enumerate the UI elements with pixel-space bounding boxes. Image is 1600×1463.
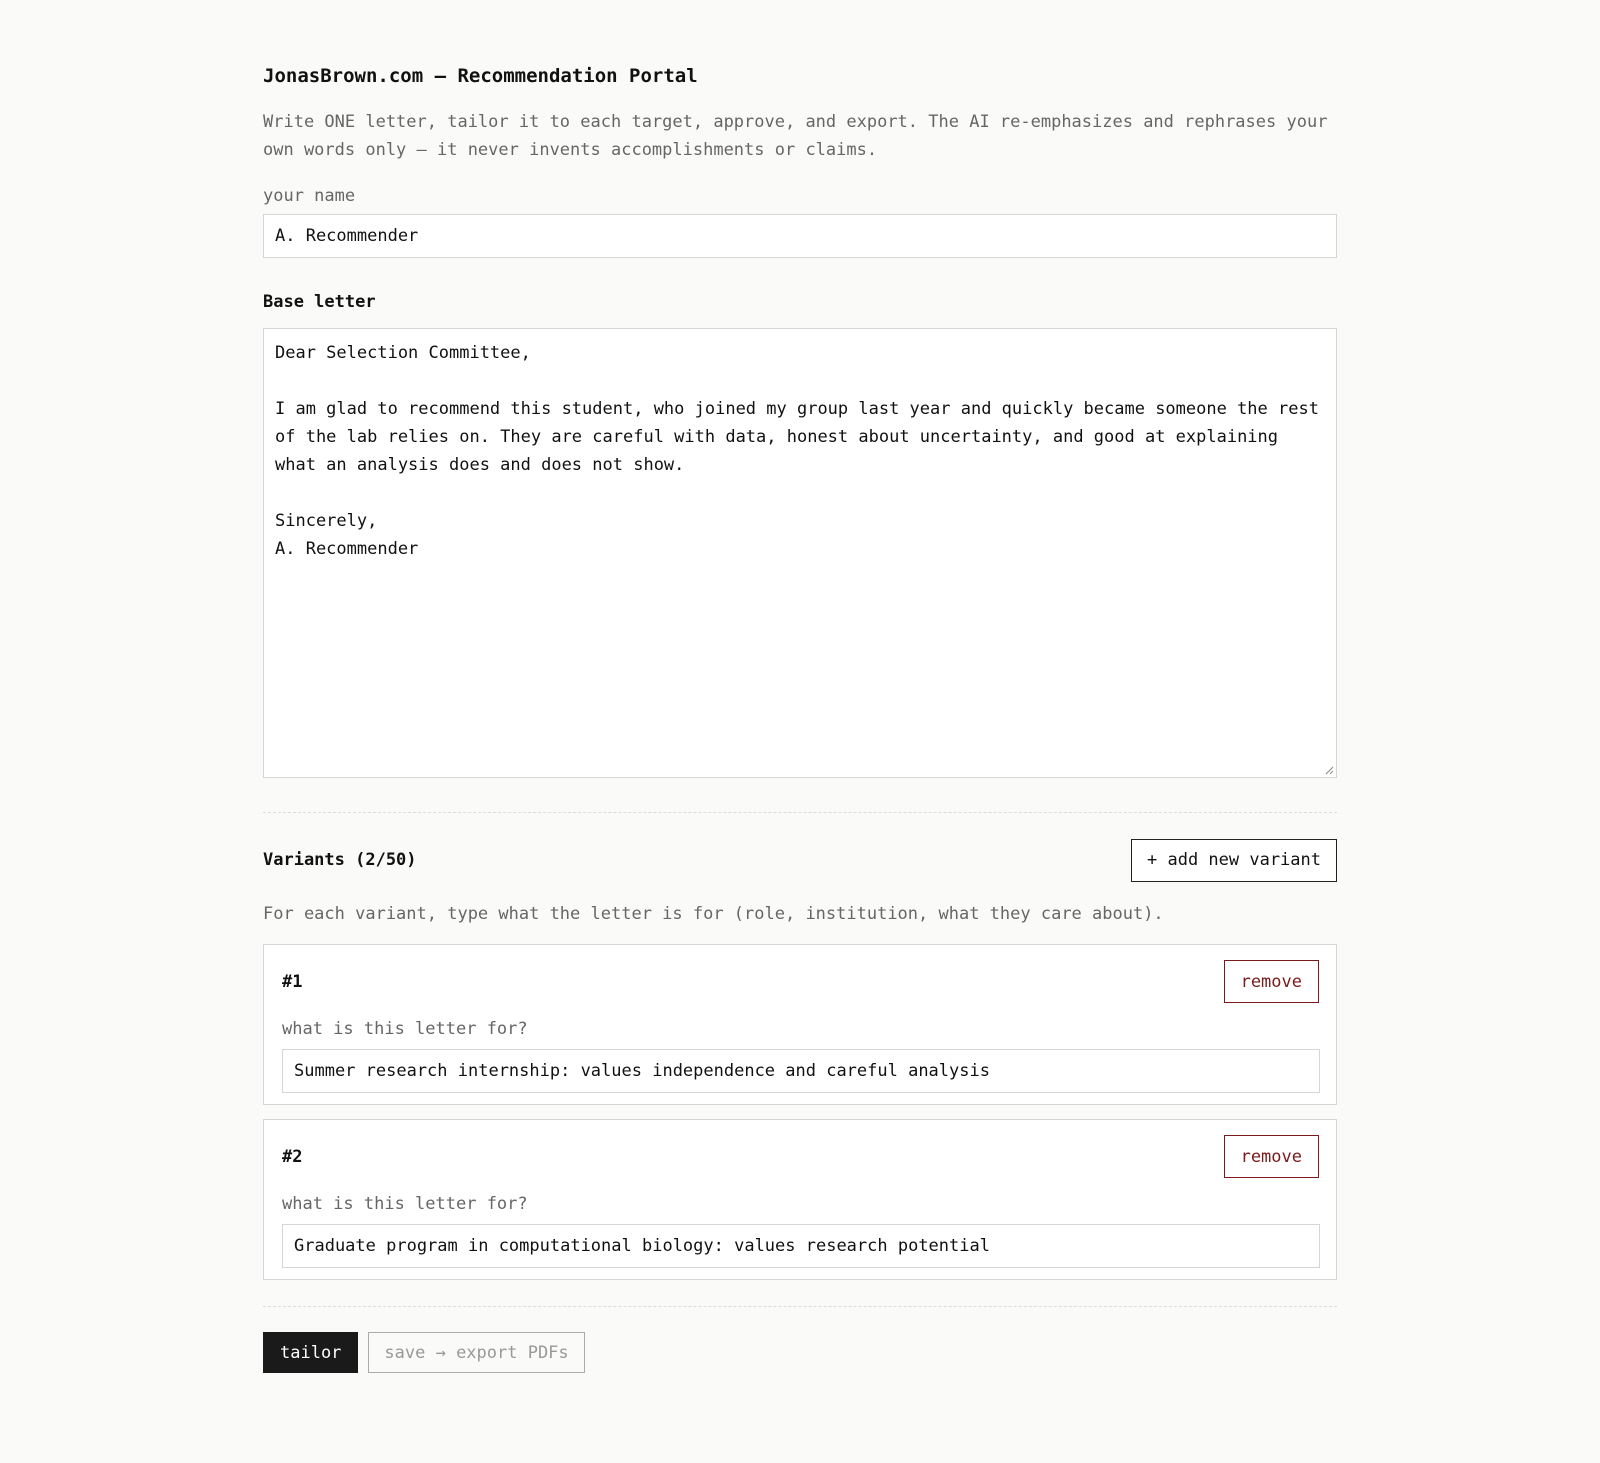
add-variant-button[interactable]: + add new variant: [1131, 839, 1337, 882]
variants-header: [263, 838, 1337, 882]
variants-title: Variants (2/50): [263, 850, 417, 870]
base-letter-text: Dear Selection Committee, I am glad to recommend this student, who joined my group last year and quickly became someone the rest of the lab relies on. They are careful with data, honest about uncertainty, and good at explaining what an analysis does and does not show. Sincerely, A. Recommender: [275, 343, 1319, 559]
variant-number: #1: [282, 971, 303, 992]
variant-purpose-label: what is this letter for?: [282, 1194, 528, 1214]
variant-number: #2: [282, 1146, 303, 1167]
remove-variant-button[interactable]: remove: [1224, 960, 1319, 1003]
variant-card: [263, 944, 1337, 1105]
base-letter-textarea[interactable]: [263, 328, 1337, 778]
export-pdfs-button[interactable]: save → export PDFs: [368, 1332, 584, 1373]
tailor-button[interactable]: tailor: [263, 1332, 358, 1373]
section-divider: [263, 1306, 1337, 1307]
portal-page: [263, 40, 1337, 1373]
variant-purpose-label: what is this letter for?: [282, 1019, 528, 1039]
name-input[interactable]: A. Recommender: [263, 214, 1337, 258]
variant-card-header: [282, 960, 1319, 1003]
resize-grip-icon[interactable]: [1324, 765, 1334, 775]
remove-variant-button[interactable]: remove: [1224, 1135, 1319, 1178]
variant-purpose-input[interactable]: Graduate program in computational biology: values research potential: [282, 1224, 1320, 1268]
variant-card-header: [282, 1135, 1319, 1178]
variant-card: [263, 1119, 1337, 1280]
name-label: your name: [263, 186, 356, 206]
base-letter-heading: Base letter: [263, 292, 376, 312]
action-bar: [263, 1332, 1337, 1373]
intro-text: Write ONE letter, tailor it to each target, approve, and export. The AI re-emphasizes and rephrases your own words only — it never invents accomplishments or claims.: [263, 112, 1328, 160]
section-divider: [263, 812, 1337, 813]
variant-purpose-input[interactable]: Summer research internship: values independence and careful analysis: [282, 1049, 1320, 1093]
page-title: JonasBrown.com — Recommendation Portal: [263, 65, 698, 87]
variants-help-text: For each variant, type what the letter is for (role, institution, what they care about).: [263, 904, 1164, 924]
